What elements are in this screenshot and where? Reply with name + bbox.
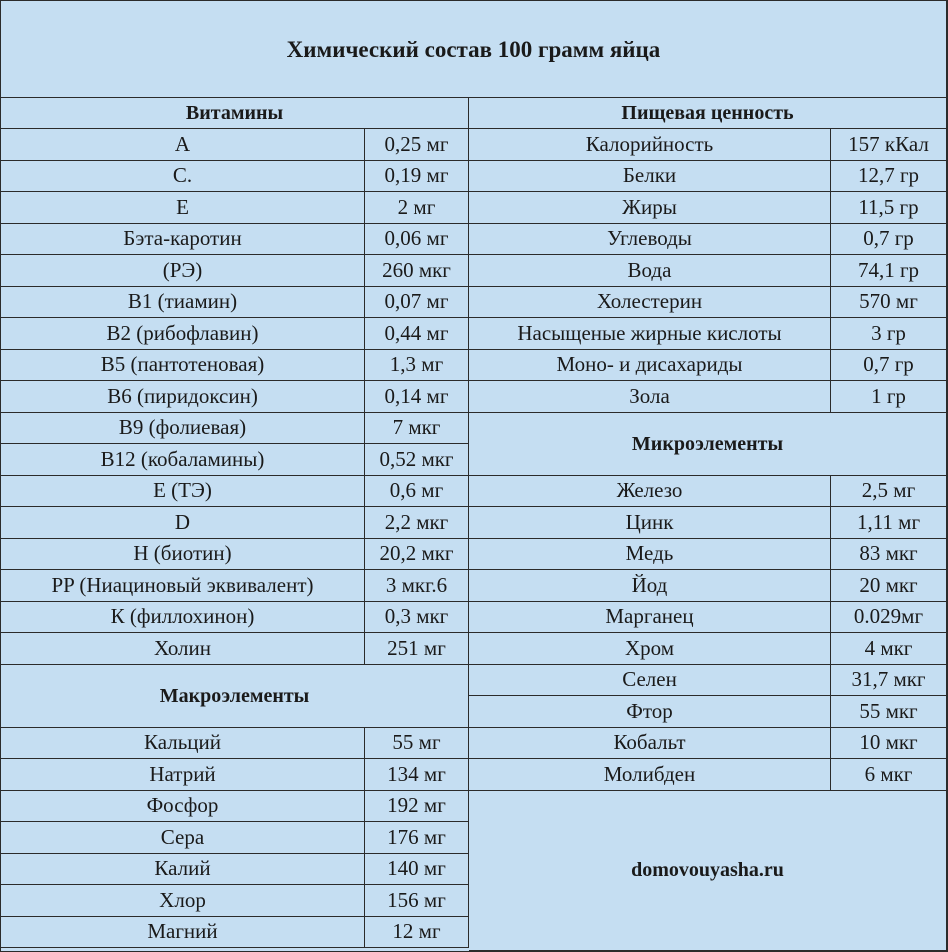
- macro-row-name: Магний: [1, 917, 365, 949]
- nutrition-row-value: 12,7 гр: [831, 161, 947, 193]
- vitamins-row-value: 0,25 мг: [365, 129, 469, 161]
- vitamins-row-name: E (ТЭ): [1, 476, 365, 508]
- micro-header: Микроэлементы: [469, 413, 947, 476]
- vitamins-row-name: B1 (тиамин): [1, 287, 365, 319]
- nutrition-row-value: 157 кКал: [831, 129, 947, 161]
- vitamins-row-value: 0,44 мг: [365, 318, 469, 350]
- table-title: Химический состав 100 грамм яйца: [1, 1, 947, 98]
- micro-row-name: Фтор: [469, 696, 831, 728]
- nutrition-row-value: 11,5 гр: [831, 192, 947, 224]
- site-credit: domovouyasha.ru: [469, 791, 947, 952]
- vitamins-row-name: К (филлохинон): [1, 602, 365, 634]
- vitamins-row-value: 0,14 мг: [365, 381, 469, 413]
- micro-row-name: Молибден: [469, 759, 831, 791]
- macro-row-value: 156 мг: [365, 885, 469, 917]
- nutrition-row-name: Жиры: [469, 192, 831, 224]
- micro-row-value: 0.029мг: [831, 602, 947, 634]
- vitamins-row-value: 260 мкг: [365, 255, 469, 287]
- macro-row-name: Калий: [1, 854, 365, 886]
- nutrition-row-name: Белки: [469, 161, 831, 193]
- vitamins-row-name: Бэта-каротин: [1, 224, 365, 256]
- macro-row-name: Кальций: [1, 728, 365, 760]
- nutrition-row-name: Холестерин: [469, 287, 831, 319]
- micro-row-name: Марганец: [469, 602, 831, 634]
- vitamins-header: Витамины: [1, 98, 469, 129]
- vitamins-row-name: PP (Ниациновый эквивалент): [1, 570, 365, 602]
- vitamins-row-value: 0,52 мкг: [365, 444, 469, 476]
- nutrition-row-value: 74,1 гр: [831, 255, 947, 287]
- nutrition-header: Пищевая ценность: [469, 98, 947, 129]
- vitamins-row-name: B5 (пантотеновая): [1, 350, 365, 382]
- micro-row-value: 20 мкг: [831, 570, 947, 602]
- macro-row-value: 55 мг: [365, 728, 469, 760]
- vitamins-row-value: 0,6 мг: [365, 476, 469, 508]
- micro-row-name: Железо: [469, 476, 831, 508]
- nutrition-row-name: Зола: [469, 381, 831, 413]
- nutrition-row-name: Углеводы: [469, 224, 831, 256]
- vitamins-row-name: (РЭ): [1, 255, 365, 287]
- macro-row-name: Хлор: [1, 885, 365, 917]
- nutrition-row-value: 0,7 гр: [831, 350, 947, 382]
- micro-row-name: Медь: [469, 539, 831, 571]
- micro-row-name: Селен: [469, 665, 831, 697]
- micro-row-value: 31,7 мкг: [831, 665, 947, 697]
- micro-row-value: 2,5 мг: [831, 476, 947, 508]
- vitamins-row-name: E: [1, 192, 365, 224]
- nutrition-row-value: 0,7 гр: [831, 224, 947, 256]
- micro-row-value: 4 мкг: [831, 633, 947, 665]
- vitamins-row-name: B9 (фолиевая): [1, 413, 365, 445]
- nutrition-row-name: Калорийность: [469, 129, 831, 161]
- micro-row-value: 55 мкг: [831, 696, 947, 728]
- vitamins-row-name: B6 (пиридоксин): [1, 381, 365, 413]
- macro-row-value: 134 мг: [365, 759, 469, 791]
- micro-row-value: 10 мкг: [831, 728, 947, 760]
- micro-row-name: Йод: [469, 570, 831, 602]
- vitamins-row-value: 2 мг: [365, 192, 469, 224]
- micro-row-name: Цинк: [469, 507, 831, 539]
- vitamins-row-value: 0,06 мг: [365, 224, 469, 256]
- nutrition-row-name: Вода: [469, 255, 831, 287]
- macro-header: Макроэлементы: [1, 665, 469, 728]
- nutrition-row-name: Моно- и дисахариды: [469, 350, 831, 382]
- micro-row-value: 1,11 мг: [831, 507, 947, 539]
- micro-row-name: Кобальт: [469, 728, 831, 760]
- vitamins-row-value: 3 мкг.6: [365, 570, 469, 602]
- nutrition-row-value: 1 гр: [831, 381, 947, 413]
- vitamins-row-value: 20,2 мкг: [365, 539, 469, 571]
- vitamins-row-value: 0,07 мг: [365, 287, 469, 319]
- nutrition-row-name: Насыщеные жирные кислоты: [469, 318, 831, 350]
- vitamins-row-value: 1,3 мг: [365, 350, 469, 382]
- micro-row-value: 83 мкг: [831, 539, 947, 571]
- vitamins-row-value: 251 мг: [365, 633, 469, 665]
- vitamins-row-value: 7 мкг: [365, 413, 469, 445]
- vitamins-row-value: 0,3 мкг: [365, 602, 469, 634]
- macro-row-value: 192 мг: [365, 791, 469, 823]
- vitamins-row-name: D: [1, 507, 365, 539]
- vitamins-row-name: B12 (кобаламины): [1, 444, 365, 476]
- vitamins-row-name: H (биотин): [1, 539, 365, 571]
- vitamins-row-value: 0,19 мг: [365, 161, 469, 193]
- vitamins-row-name: B2 (рибофлавин): [1, 318, 365, 350]
- macro-row-name: Натрий: [1, 759, 365, 791]
- macro-row-name: Сера: [1, 822, 365, 854]
- vitamins-row-name: Холин: [1, 633, 365, 665]
- macro-row-value: 176 мг: [365, 822, 469, 854]
- vitamins-row-value: 2,2 мкг: [365, 507, 469, 539]
- nutrition-row-value: 3 гр: [831, 318, 947, 350]
- vitamins-row-name: A: [1, 129, 365, 161]
- macro-row-name: Фосфор: [1, 791, 365, 823]
- vitamins-row-name: C.: [1, 161, 365, 193]
- micro-row-value: 6 мкг: [831, 759, 947, 791]
- macro-row-value: 12 мг: [365, 917, 469, 949]
- macro-row-value: 140 мг: [365, 854, 469, 886]
- micro-row-name: Хром: [469, 633, 831, 665]
- nutrition-row-value: 570 мг: [831, 287, 947, 319]
